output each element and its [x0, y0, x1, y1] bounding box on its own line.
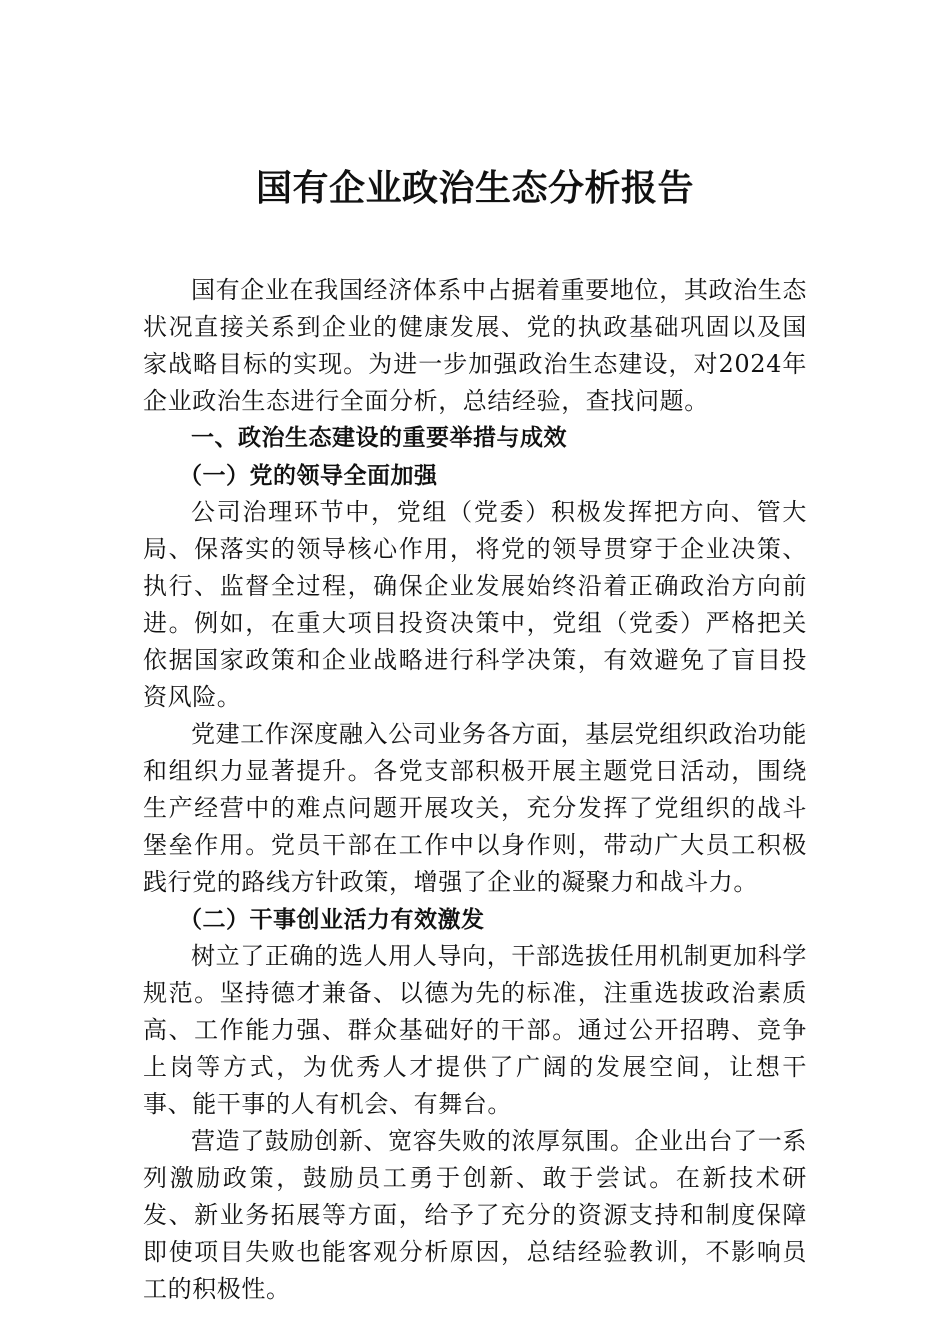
- subsection-1-paragraph-1: 公司治理环节中，党组（党委）积极发挥把方向、管大局、保落实的领导核心作用，将党的领导贯穿于企业决策、执行、监督全过程，确保企业发展始终沿着正确政治方向前进。例如，在重大项目投资决策中，党组（党委）严格把关依据国家政策和企业战略进行科学决策，有效避免了盲目投资风险。: [143, 498, 807, 711]
- subsection-2-heading: （二）干事创业活力有效激发: [179, 906, 485, 933]
- subsection-2-paragraph-1: 树立了正确的选人用人导向，干部选拔任用机制更加科学规范。坚持德才兼备、以德为先的标准，注重选拔政治素质高、工作能力强、群众基础好的干部。通过公开招聘、竞争上岗等方式，为优秀人才提供了广阔的发展空间，让想干事、能干事的人有机会、有舞台。: [143, 942, 807, 1118]
- subsection-1-heading: （一）党的领导全面加强: [179, 462, 438, 489]
- subsection-2-paragraph-2: 营造了鼓励创新、宽容失败的浓厚氛围。企业出台了一系列激励政策，鼓励员工勇于创新、敢于尝试。在新技术研发、新业务拓展等方面，给予了充分的资源支持和制度保障即使项目失败也能客观分析原因，总结经验教训，不影响员工的积极性。: [143, 1127, 807, 1303]
- document-title: 国有企业政治生态分析报告: [255, 167, 694, 209]
- subsection-1-paragraph-2: 党建工作深度融入公司业务各方面，基层党组织政治功能和组织力显著提升。各党支部积极开展主题党日活动，围绕生产经营中的难点问题开展攻关，充分发挥了党组织的战斗堡垒作用。党员干部在工作中以身作则，带动广大员工积极践行党的路线方针政策，增强了企业的凝聚力和战斗力。: [143, 720, 807, 896]
- section-1-heading: 一、政治生态建设的重要举措与成效: [191, 425, 567, 451]
- intro-paragraph: 国有企业在我国经济体系中占据着重要地位，其政治生态状况直接关系到企业的健康发展、党的执政基础巩固以及国家战略目标的实现。为进一步加强政治生态建设，对2024年企业政治生态进行全面分析，总结经验，查找问题。: [143, 276, 807, 415]
